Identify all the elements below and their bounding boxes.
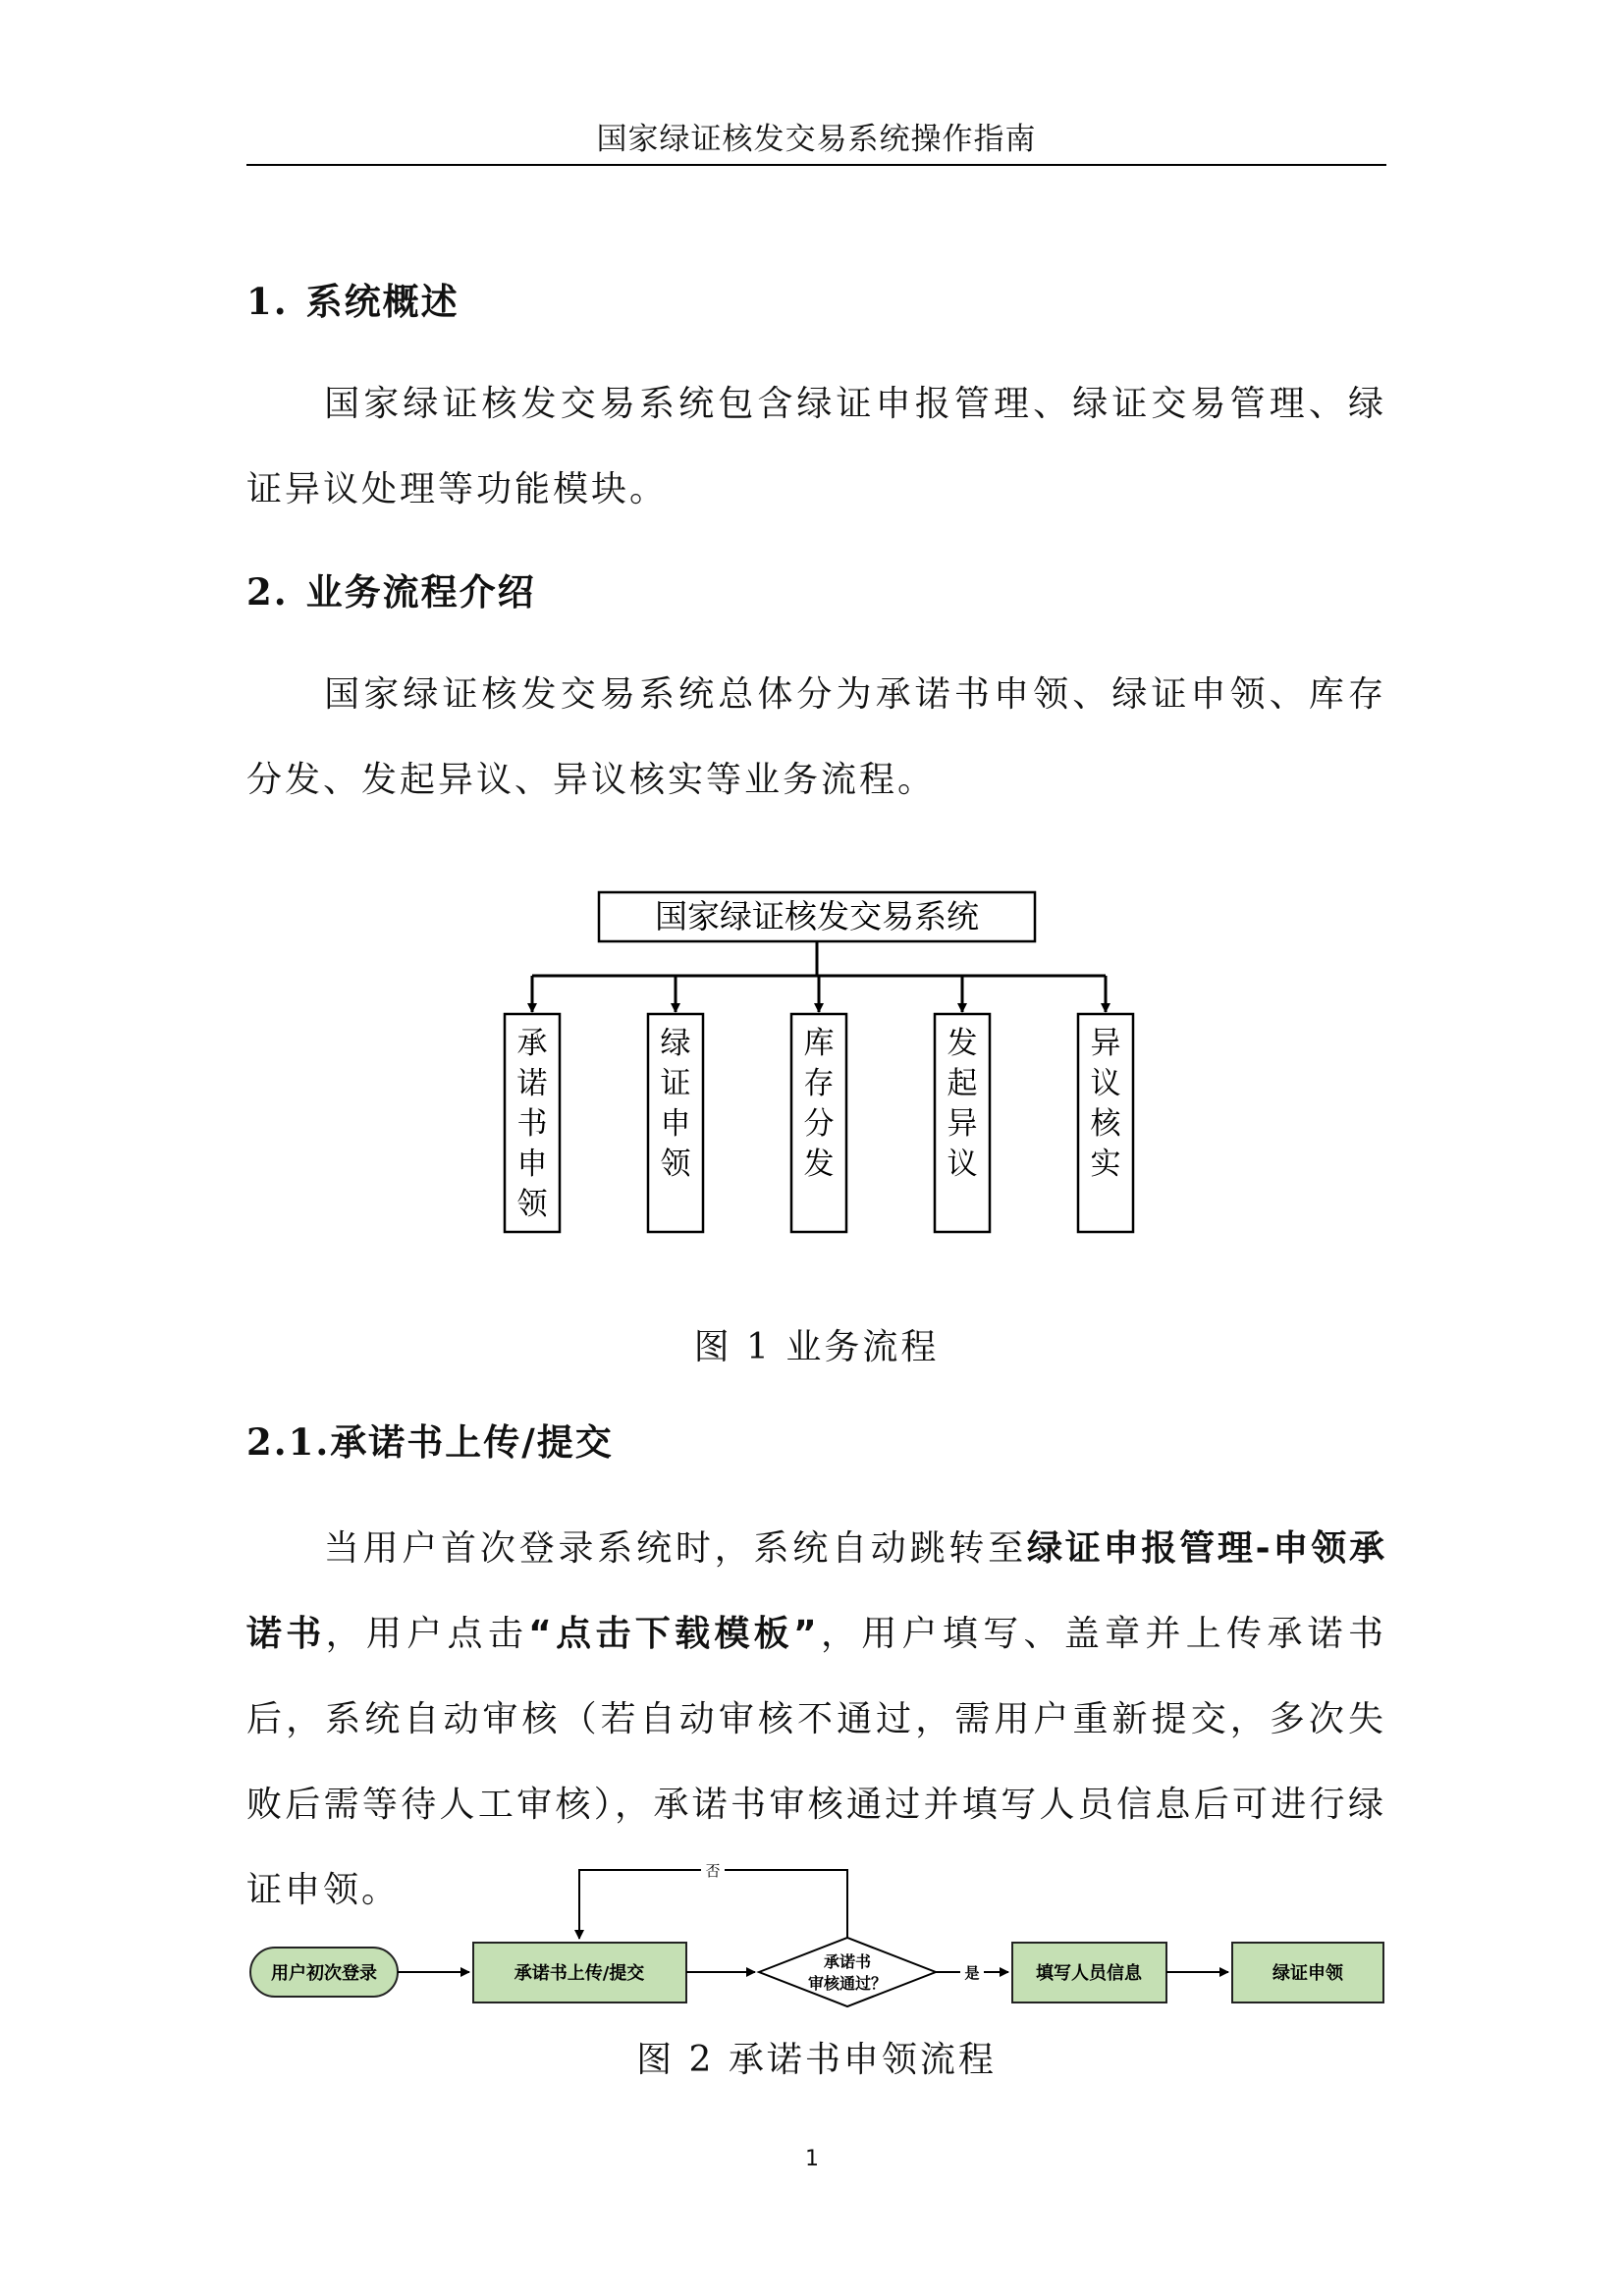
section-1-number: 1.	[246, 280, 289, 323]
section-1-text: 国家绿证核发交易系统包含绿证申报管理、绿证交易管理、绿证异议处理等功能模块。	[246, 384, 1386, 509]
section-2-number: 2.	[246, 570, 289, 614]
section-2-1-text-c: ，用户填写、盖章并上传承诺书后，系统自动审核（若自动审核不通过，需用户重新提交，多次失败后需等待人工审核），承诺书审核通过并填写人员信息后可进行绿证申领。	[246, 1614, 1386, 1910]
section-1-title: 系统概述	[305, 281, 460, 323]
upload-node-label: 承诺书上传/提交	[514, 1963, 645, 1984]
section-2-paragraph	[246, 652, 1386, 823]
figure-1-caption: 图 1 业务流程	[693, 1327, 940, 1367]
section-2-1-number: 2.1.	[246, 1420, 331, 1464]
running-header: 国家绿证核发交易系统操作指南	[596, 122, 1037, 157]
child-node-label-4: 发起异议	[947, 1026, 978, 1182]
child-node-4	[935, 976, 990, 1232]
page-number: 1	[805, 2147, 819, 2171]
section-2-heading	[246, 567, 536, 617]
child-node-1	[505, 976, 560, 1232]
child-node-2	[648, 976, 703, 1232]
figure-2-flowchart	[246, 1855, 1387, 2022]
section-1-heading	[246, 277, 460, 327]
green-cert-apply-label: 绿证申领	[1272, 1963, 1343, 1984]
section-2-1-title: 承诺书上传/提交	[330, 1421, 614, 1464]
figure-1-diagram	[491, 883, 1159, 1256]
yes-label: 是	[964, 1964, 980, 1982]
download-template-text: “点击下载模板”	[528, 1614, 819, 1654]
section-2-1-heading	[246, 1417, 614, 1468]
header-rule	[246, 164, 1386, 166]
decision-node	[759, 1938, 936, 2006]
child-node-label-5: 异议核实	[1090, 1026, 1121, 1182]
section-2-1-text-b: ，用户点击	[325, 1614, 529, 1654]
child-node-label-1: 承诺书申领	[516, 1026, 548, 1222]
section-2-text: 国家绿证核发交易系统总体分为承诺书申领、绿证申领、库存分发、发起异议、异议核实等业务流程。	[246, 674, 1386, 800]
child-node-3	[791, 976, 846, 1232]
figure-2-caption: 图 2 承诺书申领流程	[636, 2040, 997, 2080]
section-2-1-text-a: 当用户首次登录系统时，系统自动跳转至	[323, 1528, 1027, 1569]
decision-label-line2: 审核通过？	[807, 1974, 888, 1993]
start-node-label: 用户初次登录	[271, 1963, 377, 1984]
section-1-paragraph	[246, 361, 1386, 532]
child-node-label-2: 绿证申领	[660, 1026, 691, 1182]
child-nodes	[505, 976, 1133, 1232]
no-label: 否	[705, 1862, 721, 1880]
child-node-label-3: 库存分发	[803, 1026, 835, 1182]
menu-path-text: 绿证申报管理-申领承诺书	[246, 1528, 1386, 1654]
decision-label-line1: 承诺书	[823, 1952, 872, 1971]
child-node-5	[1078, 976, 1133, 1232]
root-node-label: 国家绿证核发交易系统	[655, 897, 979, 935]
section-2-title: 业务流程介绍	[305, 571, 536, 614]
personnel-info-label: 填写人员信息	[1036, 1963, 1142, 1984]
